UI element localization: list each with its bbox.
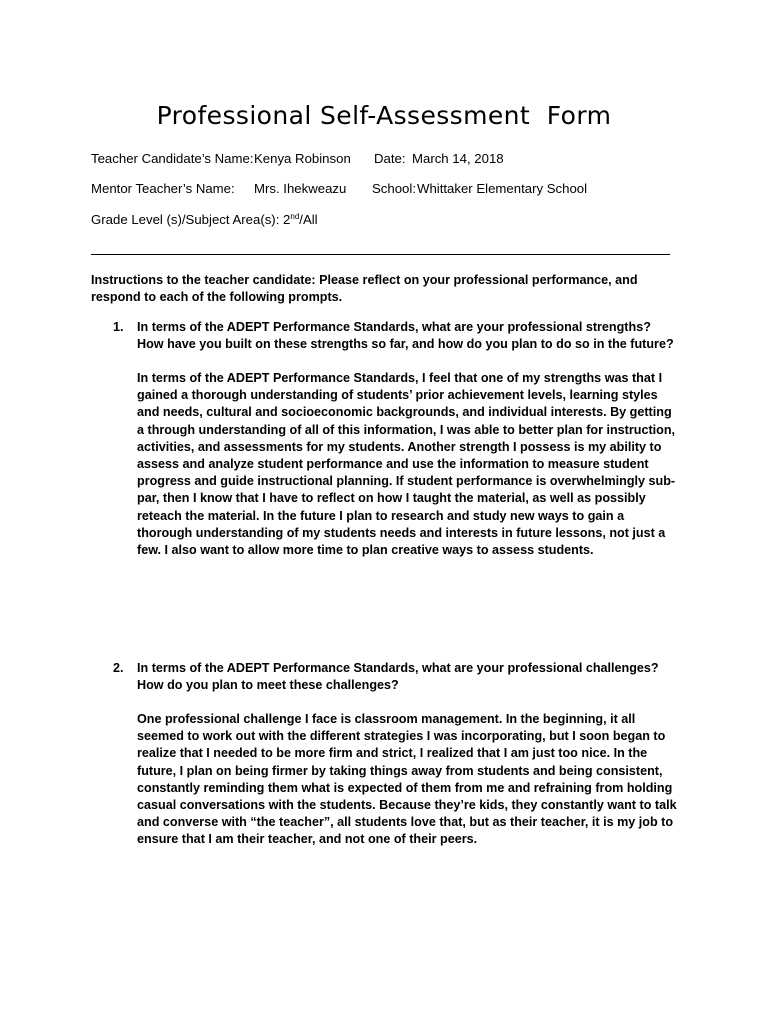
candidate-name-value: Kenya Robinson <box>254 151 351 166</box>
candidate-name-label: Teacher Candidate’s Name: <box>91 151 254 166</box>
prompt-1-answer: In terms of the ADEPT Performance Standards, I feel that one of my strengths was that I gained a thorough understanding of students’ prior achievement levels, learning styles and needs, cultural and socioeconomic backgrounds, and individual interests. By getting a through understanding of all of this information, I was able to better plan for instruction, activities, and assessments for my students. Another strength I possess is my ability to assess and analyze student performance and use the information to measure student progress and guide instructional planning. If student performance is overwhelmingly sub- par, then I know that I have to reflect on how I taught the material, as well as possibly reteach the material. In the future I plan to research and study new ways to gain a thorough understanding of my students needs and interests in future lessons, not just a few. I also want to allow more time to plan creative ways to assess students. <box>137 371 676 558</box>
prompt-1-number: 1. <box>113 320 124 334</box>
prompt-2-question: In terms of the ADEPT Performance Standards, what are your professional challenges? How do you plan to meet these challenges? <box>137 661 659 693</box>
prompt-1-question: In terms of the ADEPT Performance Standards, what are your professional strengths? How have you built on these strengths so far, and how do you plan to do so in the future? <box>137 320 674 352</box>
grade-level-label: Grade Level (s)/Subject Area(s): <box>91 212 280 227</box>
prompt-2-answer: One professional challenge I face is classroom management. In the beginning, it all seemed to work out with the different strategies I was incorporating, but I soon began to realize that I needed to be more firm and strict, I realized that I am just too nice. In the future, I plan on being firmer by taking things away from students and being consistent, constantly reminding them what is expected of them from me and refraining from holding casual conversations with the students. Because they’re kids, they constantly want to talk and converse with “the teacher”, all students love that, but as their teacher, it is my job to ensure that I am their teacher, and not one of their peers. <box>137 712 677 847</box>
date-label: Date: <box>374 151 406 166</box>
date-value: March 14, 2018 <box>412 151 504 166</box>
grade-level-value: 2nd/All <box>283 212 318 227</box>
school-value: Whittaker Elementary School <box>417 181 588 196</box>
mentor-name-label: Mentor Teacher’s Name: <box>91 181 235 196</box>
school-label: School: <box>372 181 416 196</box>
mentor-name-value: Mrs. Ihekweazu <box>254 181 347 196</box>
page-title: Professional Self-Assessment Form <box>156 101 612 130</box>
prompt-2-number: 2. <box>113 661 124 675</box>
header-divider <box>91 254 670 255</box>
instructions: Instructions to the teacher candidate: Please reflect on your professional performance, and respond to each of the following prompts. <box>91 273 638 305</box>
grade-level-field <box>91 212 318 228</box>
